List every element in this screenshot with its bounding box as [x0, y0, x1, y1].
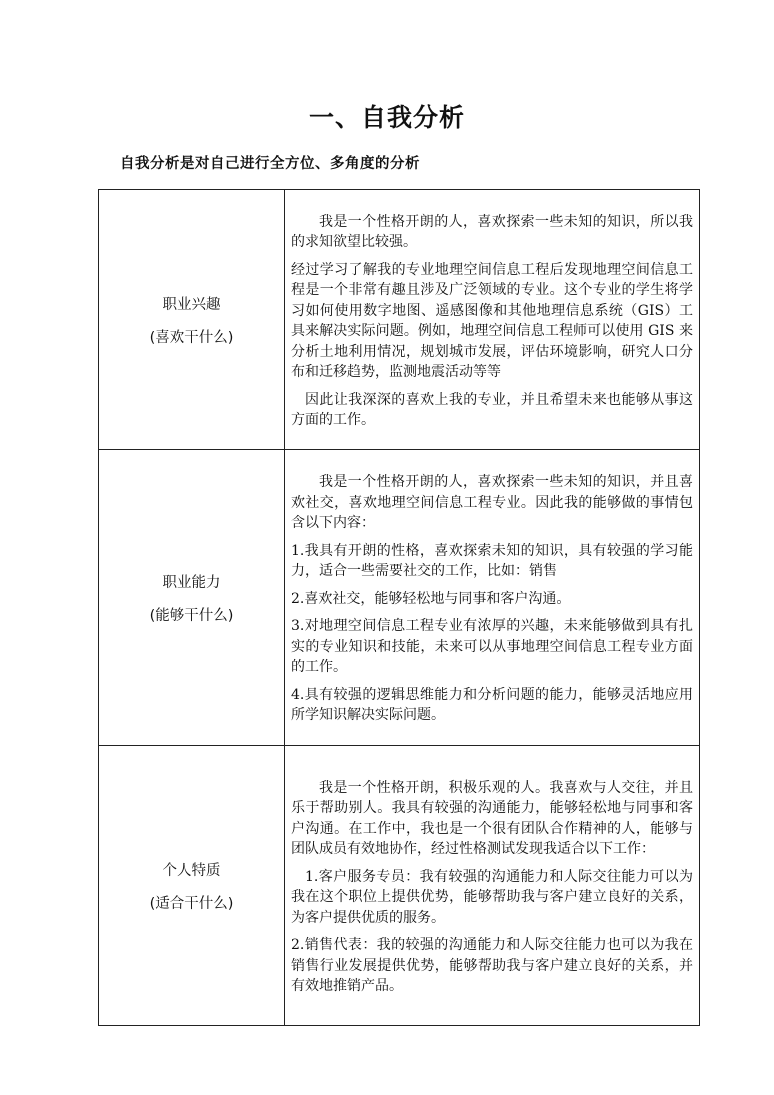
table-row-career-ability [99, 450, 700, 746]
row-sublabel: (能够干什么) [149, 607, 234, 624]
list-item: 2.喜欢社交，能够轻松地与同事和客户沟通。 [291, 590, 571, 607]
self-analysis-table [98, 189, 700, 1026]
row-label: 职业能力 [162, 574, 221, 591]
content-cell [285, 450, 700, 746]
row-label: 个人特质 [162, 862, 221, 879]
paragraph: 经过学习了解我的专业地理空间信息工程后发现地理空间信息工程是一个非常有趣且涉及广泛领域的专业。这个专业的学生将学习如何使用数字地图、遥感图像和其他地理信息系统（GIS）工具来解决实际问题。例如，地理空间信息工程师可以使用 GIS 来分析土地利用情况，规划城市发展，评估环境影响，研究人口分布和迁移趋势，监测地震活动等等 [291, 261, 693, 380]
row-label: 职业兴趣 [162, 296, 221, 313]
content-cell [285, 746, 700, 1026]
row-sublabel: (适合干什么) [149, 895, 234, 912]
section-subtitle: 自我分析是对自己进行全方位、多角度的分析 [120, 156, 420, 172]
table-row-personal-traits [99, 746, 700, 1026]
content-cell [285, 190, 700, 450]
label-cell [99, 450, 285, 746]
paragraph: 因此让我深深的喜欢上我的专业，并且希望未来也能够从事这方面的工作。 [291, 391, 693, 428]
table-row-career-interest [99, 190, 700, 450]
page-title: 一、自我分析 [308, 103, 465, 132]
paragraph: 我是一个性格开朗的人，喜欢探索一些未知的知识，并且喜欢社交，喜欢地理空间信息工程专业。因此我的能够做的事情包含以下内容： [291, 474, 693, 532]
list-item: 2.销售代表：我的较强的沟通能力和人际交往能力也可以为我在销售行业发展提供优势，能够帮助我与客户建立良好的关系，并有效地推销产品。 [291, 937, 693, 994]
row-sublabel: (喜欢干什么) [149, 329, 234, 346]
label-cell [99, 190, 285, 450]
list-item: 4.具有较强的逻辑思维能力和分析问题的能力，能够灵活地应用所学知识解决实际问题。 [291, 686, 693, 724]
list-item: 3.对地理空间信息工程专业有浓厚的兴趣，未来能够做到具有扎实的专业知识和技能，未来可以从事地理空间信息工程专业方面的工作。 [291, 618, 693, 676]
label-cell [99, 746, 285, 1026]
paragraph: 我是一个性格开朗，积极乐观的人。我喜欢与人交往，并且乐于帮助别人。我具有较强的沟通能力，能够轻松地与同事和客户沟通。在工作中，我也是一个很有团队合作精神的人，能够与团队成员有效地协作，经过性格测试发现我适合以下工作： [291, 779, 693, 857]
list-item: 1.我具有开朗的性格，喜欢探索未知的知识，具有较强的学习能力，适合一些需要社交的工作，比如：销售 [291, 542, 693, 580]
list-item: 1.客户服务专员：我有较强的沟通能力和人际交往能力可以为我在这个职位上提供优势，能够帮助我与客户建立良好的关系，为客户提供优质的服务。 [291, 868, 693, 926]
paragraph: 我是一个性格开朗的人，喜欢探索一些未知的知识，所以我的求知欲望比较强。 [291, 213, 693, 250]
